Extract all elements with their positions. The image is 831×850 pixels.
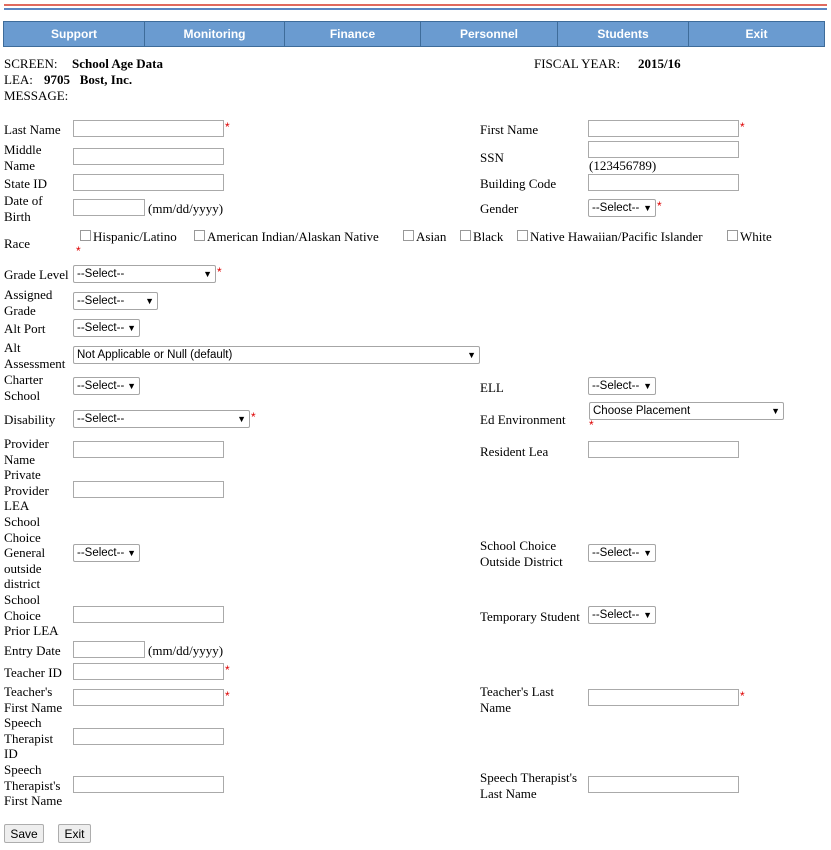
required-marker: * [225,120,230,134]
race-american-indian-checkbox[interactable] [194,230,205,241]
ell-select[interactable]: --Select-- ▼ [588,377,656,395]
dob-input[interactable] [73,199,145,216]
private-provider-lea-input[interactable] [73,481,224,498]
provider-name-input[interactable] [73,441,224,458]
screen-label: SCREEN: [4,56,58,71]
building-code-input[interactable] [588,174,739,191]
fiscal-year-value: 2015/16 [638,56,681,71]
dob-label: Date of Birth [4,193,43,224]
message-label: MESSAGE: [4,88,69,103]
required-marker: * [251,410,256,424]
middle-name-input[interactable] [73,148,224,165]
school-choice-outside-select[interactable]: --Select-- ▼ [588,544,656,562]
alt-assessment-label: Alt Assessment [4,340,66,371]
main-nav [3,21,825,47]
last-name-input[interactable] [73,120,224,137]
entry-date-hint: (mm/dd/yyyy) [148,643,224,658]
disability-label: Disability [4,412,56,427]
dropdown-arrow-icon: ▼ [145,296,154,306]
race-black-checkbox[interactable] [460,230,471,241]
nav-students[interactable]: Students [558,22,689,46]
speech-therapist-last-name-input[interactable] [588,776,739,793]
dropdown-arrow-icon: ▼ [771,406,780,416]
race-option-label: Native Hawaiian/Pacific Islander [530,229,703,244]
resident-lea-label: Resident Lea [480,444,549,459]
school-choice-outside-label: School Choice Outside District [480,538,563,569]
gender-label: Gender [480,201,519,216]
ssn-input[interactable] [588,141,739,158]
dropdown-arrow-icon: ▼ [237,414,246,424]
nav-monitoring[interactable]: Monitoring [145,22,285,46]
race-white-checkbox[interactable] [727,230,738,241]
entry-date-label: Entry Date [4,643,61,658]
required-marker: * [740,120,745,134]
resident-lea-input[interactable] [588,441,739,458]
dob-hint: (mm/dd/yyyy) [148,201,224,216]
charter-school-label: Charter School [4,372,43,403]
dropdown-arrow-icon: ▼ [467,350,476,360]
teacher-first-name-label: Teacher's First Name [4,684,63,715]
school-choice-prior-input[interactable] [73,606,224,623]
race-option-label: White [740,229,772,244]
dropdown-arrow-icon: ▼ [203,269,212,279]
alt-assessment-select[interactable]: Not Applicable or Null (default) ▼ [73,346,480,364]
required-marker: * [225,689,230,703]
required-marker: * [225,663,230,677]
dropdown-arrow-icon: ▼ [127,323,136,333]
race-asian-checkbox[interactable] [403,230,414,241]
dropdown-arrow-icon: ▼ [643,203,652,213]
header-stripe-red [4,4,827,6]
exit-button[interactable]: Exit [58,824,91,843]
lea-value: 9705 Bost, Inc. [44,72,133,87]
assigned-grade-label: Assigned Grade [4,287,53,318]
header-stripe-blue [4,8,827,10]
teacher-id-input[interactable] [73,663,224,680]
school-choice-general-label: School Choice General outside district [4,514,46,591]
school-choice-prior-label: School Choice Prior LEA [4,592,59,638]
ssn-label: SSN [480,150,504,165]
speech-therapist-id-input[interactable] [73,728,224,745]
dropdown-arrow-icon: ▼ [643,381,652,391]
required-marker: * [217,265,222,279]
gender-select[interactable]: --Select-- ▼ [588,199,656,217]
required-marker: * [76,244,81,258]
save-button[interactable]: Save [4,824,44,843]
dropdown-arrow-icon: ▼ [127,548,136,558]
teacher-last-name-input[interactable] [588,689,739,706]
nav-exit[interactable]: Exit [689,22,824,46]
speech-therapist-first-name-input[interactable] [73,776,224,793]
middle-name-label: Middle Name [4,142,42,173]
lea-label: LEA: [4,72,33,87]
required-marker: * [657,199,662,213]
ed-environment-label: Ed Environment [480,412,566,427]
race-option-label: Black [473,229,504,244]
speech-therapist-first-name-label: Speech Therapist's First Name [4,762,63,808]
speech-therapist-last-name-label: Speech Therapist's Last Name [480,770,578,801]
race-option-label: Hispanic/Latino [93,229,177,244]
grade-level-label: Grade Level [4,267,69,282]
temporary-student-select[interactable]: --Select-- ▼ [588,606,656,624]
teacher-last-name-label: Teacher's Last Name [480,684,554,715]
temporary-student-label: Temporary Student [480,609,580,624]
screen-value: School Age Data [72,56,163,71]
grade-level-select[interactable]: --Select-- ▼ [73,265,216,283]
dropdown-arrow-icon: ▼ [643,548,652,558]
race-option-label: American Indian/Alaskan Native [207,229,379,244]
nav-finance[interactable]: Finance [285,22,421,46]
alt-port-label: Alt Port [4,321,46,336]
speech-therapist-id-label: Speech Therapist ID [4,715,54,761]
race-native-hawaiian-checkbox[interactable] [517,230,528,241]
first-name-label: First Name [480,122,539,137]
nav-support[interactable]: Support [4,22,145,46]
ssn-hint: (123456789) [589,158,657,173]
entry-date-input[interactable] [73,641,145,658]
assigned-grade-select[interactable]: --Select-- ▼ [73,292,158,310]
disability-select[interactable]: --Select-- ▼ [73,410,250,428]
race-label: Race [4,236,30,251]
required-marker: * [589,418,594,432]
dropdown-arrow-icon: ▼ [643,610,652,620]
building-code-label: Building Code [480,176,557,191]
nav-personnel[interactable]: Personnel [421,22,558,46]
state-id-input[interactable] [73,174,224,191]
state-id-label: State ID [4,176,47,191]
dropdown-arrow-icon: ▼ [127,381,136,391]
ell-label: ELL [480,380,504,395]
first-name-input[interactable] [588,120,739,137]
provider-name-label: Provider Name [4,436,49,467]
charter-school-select[interactable]: --Select-- ▼ [73,377,140,395]
race-option-label: Asian [416,229,447,244]
race-hispanic-checkbox[interactable] [80,230,91,241]
last-name-label: Last Name [4,122,61,137]
teacher-id-label: Teacher ID [4,665,62,680]
alt-port-select[interactable]: --Select-- ▼ [73,319,140,337]
ed-environment-select[interactable]: Choose Placement ▼ [589,402,784,420]
private-provider-lea-label: Private Provider LEA [4,467,49,513]
fiscal-year-label: FISCAL YEAR: [534,56,621,71]
teacher-first-name-input[interactable] [73,689,224,706]
required-marker: * [740,689,745,703]
school-choice-general-select[interactable]: --Select-- ▼ [73,544,140,562]
